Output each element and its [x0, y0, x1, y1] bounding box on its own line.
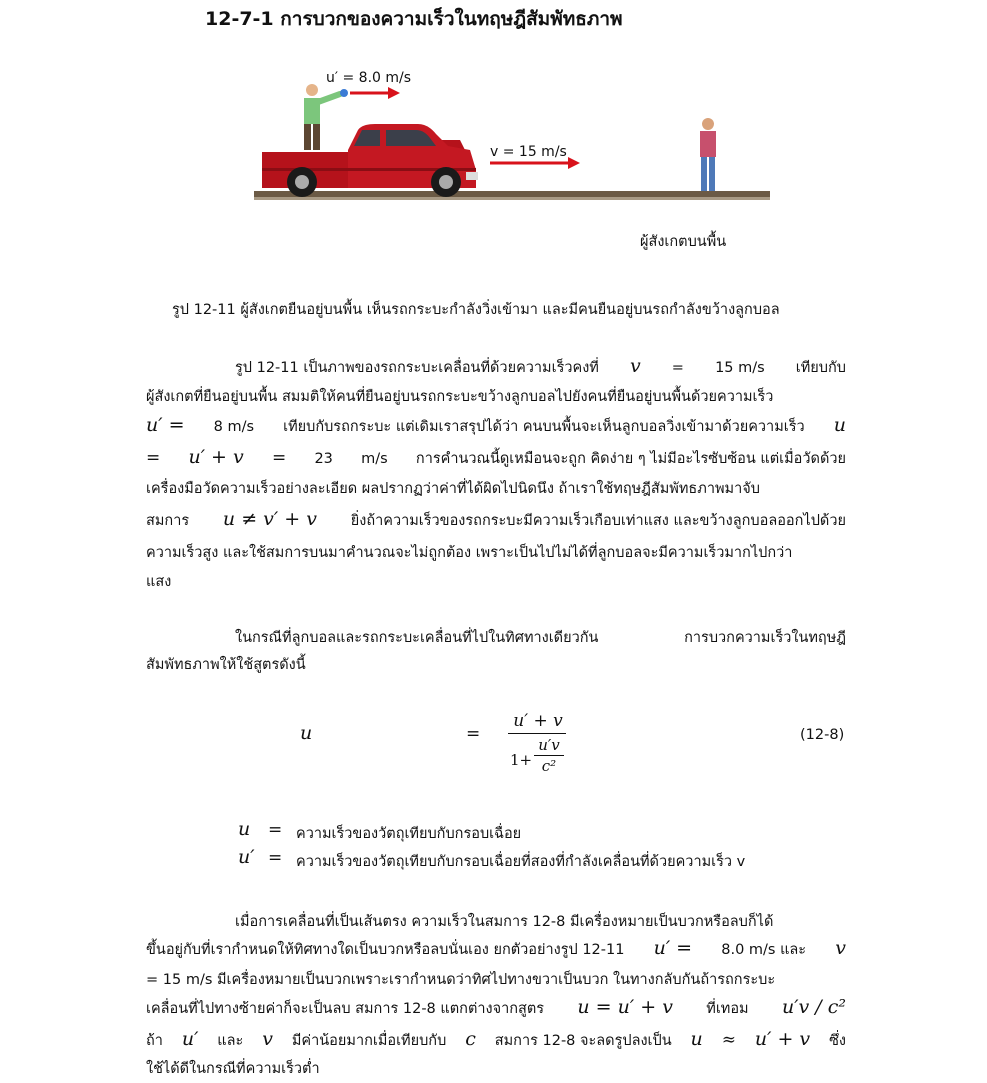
def-2-symbol: u′ — [238, 846, 255, 868]
equation-numerator: u′ + v — [513, 711, 563, 731]
equation-small-numerator: u′v — [538, 736, 560, 754]
v-arrow — [568, 157, 580, 169]
p1-line-1: รูป 12-11 เป็นภาพของรถกระบะเคลื่อนที่ด้วยความเร็วคงที่ v = 15 m/s เทียบกับ — [235, 355, 846, 377]
observer-label: ผู้สังเกตบนพื้น — [640, 234, 727, 250]
p2-line-1: ในกรณีที่ลูกบอลและรถกระบะเคลื่อนที่ไปในทิศทางเดียวกัน การบวกความเร็วในทฤษฎี — [235, 630, 846, 646]
pickup-truck-figure — [240, 60, 780, 220]
label-u-prime: u′ = 8.0 m/s — [326, 70, 412, 86]
p3-line-1: เมื่อการเคลื่อนที่เป็นเส้นตรง ความเร็วในสมการ 12-8 มีเครื่องหมายเป็นบวกหรือลบก็ได้ — [235, 914, 774, 930]
equation-number: (12-8) — [800, 727, 845, 743]
p3-line-3: = 15 m/s มีเครื่องหมายเป็นบวกเพราะเรากำหนดว่าทิศไปทางขวาเป็นบวก ในทางกลับกันถ้ารถกระบะ — [146, 972, 776, 988]
equation-equals: = — [466, 724, 481, 744]
observer-person — [700, 118, 716, 191]
def-1-symbol: u — [238, 818, 251, 840]
def-1-text: ความเร็วของวัตถุเทียบกับกรอบเฉื่อย — [296, 826, 522, 842]
p1-line-4: = u′ + v = 23 m/s การคำนวณนี้ดูเหมือนจะถูก คิดง่าย ๆ ไม่มีอะไรซับซ้อน แต่เมื่อวัดด้วย — [146, 446, 846, 468]
equation-denominator-one: 1+ — [510, 751, 533, 769]
def-1-equals: = — [268, 820, 283, 840]
p1-line-6: สมการ u ≠ v′ + v ยิ่งถ้าความเร็วของรถกระบะมีความเร็วเกือบเท่าแสง และขว้างลูกบอลออกไปด้วย — [146, 508, 846, 530]
section-title: 12-7-1 การบวกของความเร็วในทฤษฎีสัมพัทธภาพ — [205, 8, 623, 30]
ball — [340, 89, 348, 97]
def-2-equals: = — [268, 848, 283, 868]
p3-line-6: ใช้ได้ดีในกรณีที่ความเร็วต่ำ — [146, 1061, 320, 1077]
p3-line-2: ขึ้นอยู่กับที่เรากำหนดให้ทิศทางใดเป็นบวกหรือลบนั่นเอง ยกตัวอย่างรูป 12-11 u′ = 8.0 m/s และ v — [146, 937, 846, 959]
p1-line-3: u′ = 8 m/s เทียบกับรถกระบะ แต่เดิมเราสรุปได้ว่า คนบนพื้นจะเห็นลูกบอลวิ่งเข้ามาด้วยความเร็ว u — [146, 414, 846, 436]
p1-line-5: เครื่องมือวัดความเร็วอย่างละเอียด ผลปรากฏว่าค่าที่ได้ผิดไปนิดนึง ถ้าเราใช้ทฤษฎีสัมพัทธภาพมาจับ — [146, 481, 760, 497]
def-2-text: ความเร็วของวัตถุเทียบกับกรอบเฉื่อยที่สองที่กำลังเคลื่อนที่ด้วยความเร็ว v — [296, 854, 746, 870]
person-on-truck — [304, 84, 340, 150]
fraction-bar — [508, 733, 566, 734]
p1-line-2: ผู้สังเกตที่ยืนอยู่บนพื้น สมมติให้คนที่ยืนอยู่บนรถกระบะขว้างลูกบอลไปยังคนที่ยืนอยู่บนพื้นด้วยความเร็ว — [146, 389, 774, 405]
p3-line-5: ถ้า u′ และ v มีค่าน้อยมากเมื่อเทียบกับ c สมการ 12-8 จะลดรูปลงเป็น u ≈ u′ + v ซึ่ง — [146, 1028, 846, 1050]
small-fraction-bar — [534, 755, 564, 756]
p2-line-2: สัมพัทธภาพให้ใช้สูตรดังนี้ — [146, 657, 306, 673]
u-prime-arrow — [388, 87, 400, 99]
p3-line-4: เคลื่อนที่ไปทางซ้ายค่าก็จะเป็นลบ สมการ 12-8 แตกต่างจากสูตร u = u′ + v ที่เทอม u′v / c² — [146, 996, 846, 1018]
equation-lhs: u — [300, 722, 313, 744]
p1-line-8: แสง — [146, 574, 172, 590]
ground — [254, 191, 770, 197]
label-v: v = 15 m/s — [490, 144, 567, 160]
figure-caption: รูป 12-11 ผู้สังเกตยืนอยู่บนพื้น เห็นรถกระบะกำลังวิ่งเข้ามา และมีคนยืนอยู่บนรถกำลังขว้างลูกบอล — [172, 302, 780, 318]
p1-line-7: ความเร็วสูง และใช้สมการบนมาคำนวณจะไม่ถูกต้อง เพราะเป็นไปไม่ได้ที่ลูกบอลจะมีความเร็วมากไปกว่า — [146, 545, 793, 561]
equation-small-denominator: c² — [541, 757, 557, 775]
